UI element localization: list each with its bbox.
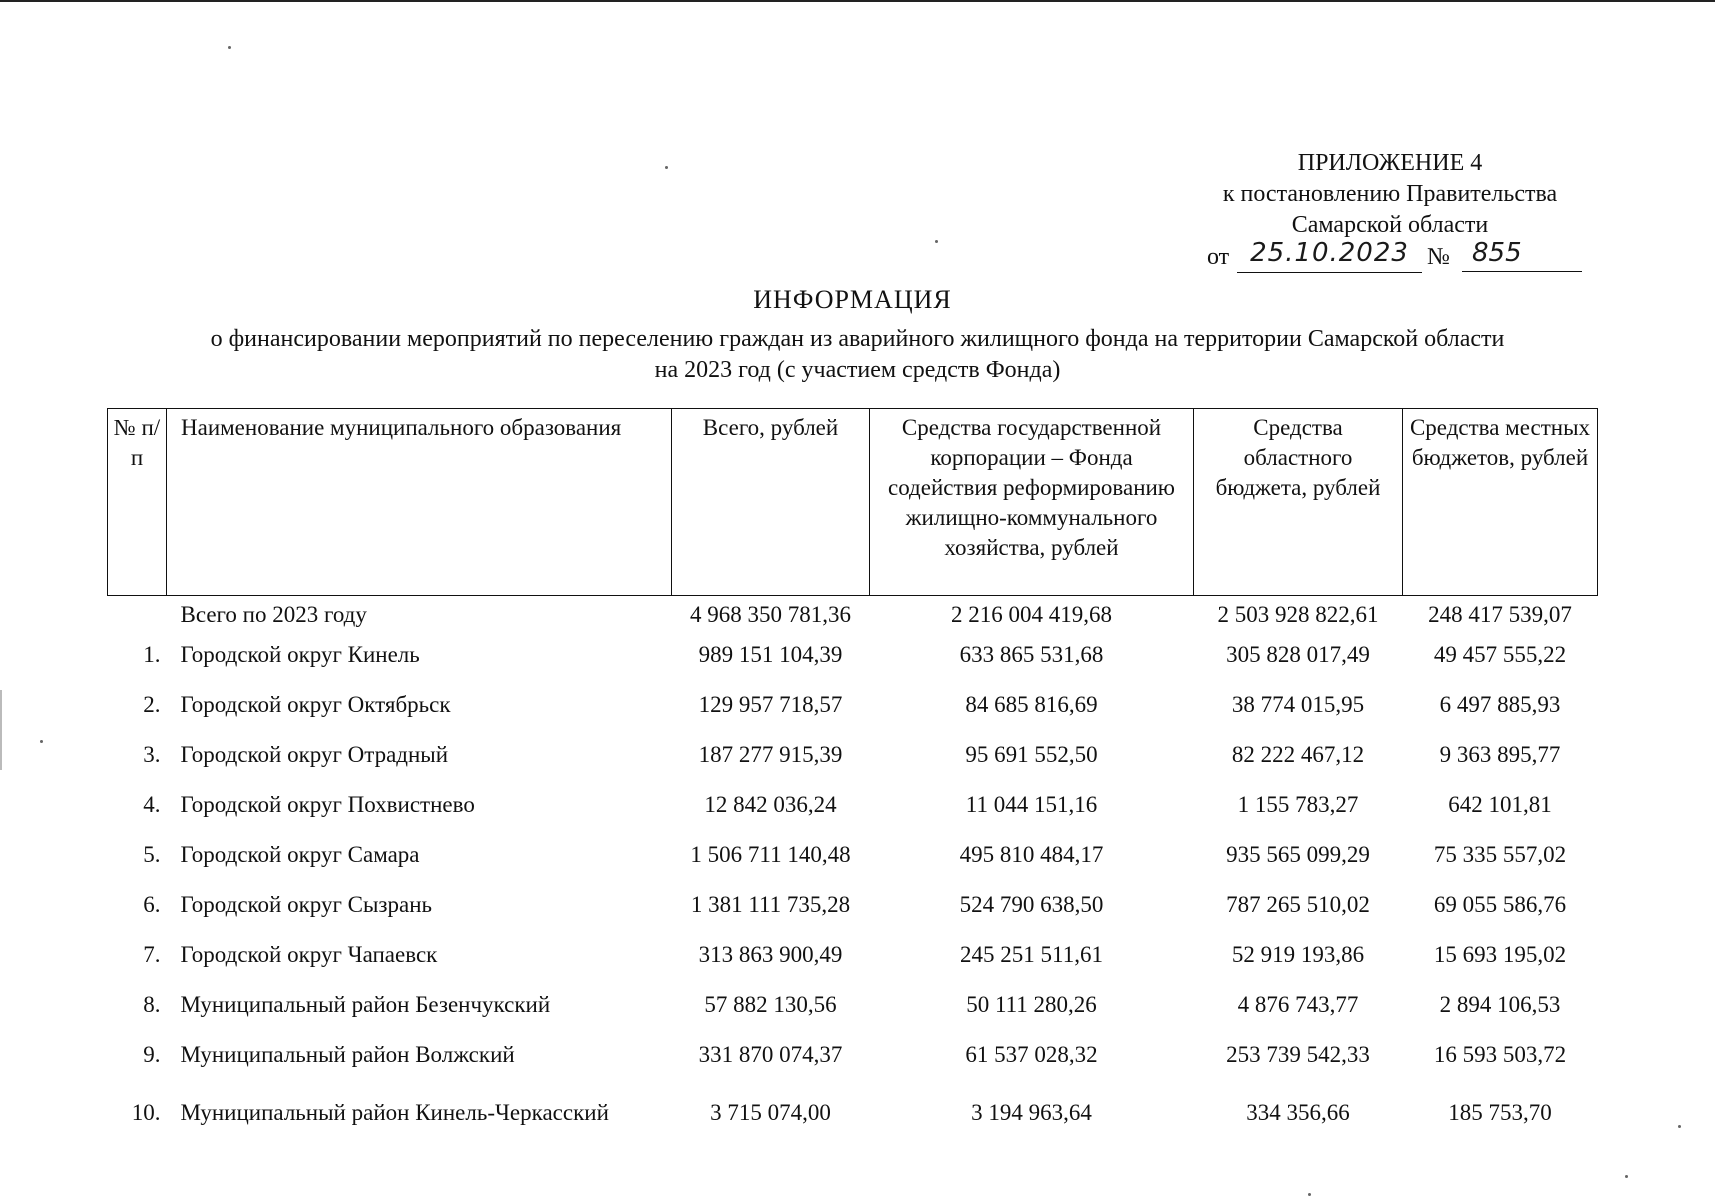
cell-regional: 2 503 928 822,61 [1217,602,1379,627]
header-total: Всего, рублей [672,409,870,596]
cell-fund: 3 194 963,64 [971,1100,1092,1125]
cell-local: 16 593 503,72 [1433,1042,1567,1067]
cell-num: 1. [143,642,161,667]
cell-regional: 787 265 510,02 [1226,892,1370,917]
handwritten-number: 855 [1462,236,1582,272]
cell-num: 8. [143,992,161,1017]
subtitle-line-2: на 2023 год (с участием средств Фонда) [654,357,1061,383]
subtitle-line-1: о финансировании мероприятий по переселению граждан из аварийного жилищного фонда на территории Самарской области [210,326,1505,352]
financing-table [107,408,1598,1142]
appendix-title: ПРИЛОЖЕНИЕ 4 [1297,150,1483,176]
cell-num: 2. [143,692,161,717]
scan-speck [1678,1125,1681,1128]
cell-regional: 52 919 193,86 [1231,942,1365,967]
header-regional: Средства областного бюджета, рублей [1194,409,1403,596]
cell-local: 9 363 895,77 [1439,742,1561,767]
table-row [108,1034,1598,1084]
cell-regional: 1 155 783,27 [1237,792,1359,817]
cell-name: Городской округ Самара [180,842,420,867]
cell-regional: 38 774 015,95 [1231,692,1365,717]
cell-regional: 82 222 467,12 [1231,742,1365,767]
cell-num: 6. [143,892,161,917]
cell-total: 1 381 111 735,28 [690,892,851,917]
decree-date-number [1207,240,1582,274]
table-row [108,884,1598,934]
cell-name: Муниципальный район Кинель-Черкасский [180,1100,609,1125]
table-row [108,634,1598,684]
cell-total: 331 870 074,37 [698,1042,843,1067]
table-row [108,734,1598,784]
appendix-line-1: к постановлению Правительства [1222,181,1558,207]
cell-regional: 253 739 542,33 [1226,1042,1370,1067]
date-prefix: от [1207,244,1230,270]
cell-local: 75 335 557,02 [1433,842,1567,867]
scan-speck [1308,1193,1311,1196]
cell-name: Муниципальный район Безенчукский [180,992,551,1017]
cell-num: 10. [131,1100,161,1125]
table-total-row [108,596,1598,635]
cell-name: Всего по 2023 году [180,602,367,627]
handwritten-date: 25.10.2023 [1237,236,1422,273]
cell-total: 1 506 711 140,48 [690,842,851,867]
cell-name: Городской округ Чапаевск [180,942,438,967]
cell-total: 3 715 074,00 [710,1100,831,1125]
cell-fund: 524 790 638,50 [959,892,1104,917]
cell-local: 248 417 539,07 [1428,602,1572,627]
cell-name: Городской округ Кинель [180,642,420,667]
header-fund: Средства государственной корпорации – Фонда содействия реформированию жилищно-коммунального хозяйства, рублей [870,409,1194,596]
table-row [108,784,1598,834]
cell-total: 313 863 900,49 [698,942,843,967]
cell-total: 989 151 104,39 [698,642,843,667]
appendix-line-2: Самарской области [1291,212,1489,238]
cell-name: Муниципальный район Волжский [180,1042,515,1067]
cell-local: 69 055 586,76 [1433,892,1567,917]
cell-fund: 2 216 004 419,68 [951,602,1112,627]
cell-total: 187 277 915,39 [698,742,843,767]
table-row [108,1084,1598,1142]
cell-regional: 305 828 017,49 [1226,642,1370,667]
scan-speck [40,740,43,743]
cell-total: 129 957 718,57 [698,692,843,717]
cell-local: 15 693 195,02 [1433,942,1567,967]
cell-local: 642 101,81 [1448,792,1552,817]
scan-left-edge-mark [0,690,2,770]
cell-regional: 4 876 743,77 [1237,992,1359,1017]
cell-fund: 50 111 280,26 [966,992,1097,1017]
scan-speck [665,166,668,169]
cell-num: 7. [143,942,161,967]
cell-total: 57 882 130,56 [704,992,837,1017]
header-number: № п/п [108,409,167,596]
scan-top-border [0,0,1715,2]
cell-local: 185 753,70 [1448,1100,1552,1125]
cell-fund: 11 044 151,16 [965,792,1098,817]
cell-fund: 84 685 816,69 [965,692,1098,717]
table-row [108,684,1598,734]
table-row [108,934,1598,984]
cell-total: 12 842 036,24 [704,792,837,817]
cell-fund: 95 691 552,50 [965,742,1098,767]
cell-num: 9. [143,1042,161,1067]
cell-num: 3. [143,742,161,767]
scan-speck [228,46,231,49]
cell-name: Городской округ Похвистнево [180,792,475,817]
cell-name: Городской округ Отрадный [180,742,449,767]
cell-fund: 633 865 531,68 [959,642,1104,667]
number-sign: № [1427,244,1450,270]
cell-name: Городской округ Сызрань [180,892,433,917]
table-row [108,984,1598,1034]
cell-local: 49 457 555,22 [1433,642,1567,667]
cell-regional: 935 565 099,29 [1226,842,1370,867]
cell-local: 6 497 885,93 [1439,692,1561,717]
cell-num: 5. [143,842,161,867]
cell-num: 4. [143,792,161,817]
scan-speck [935,240,938,243]
cell-num [108,596,167,635]
cell-fund: 61 537 028,32 [965,1042,1098,1067]
document-title: ИНФОРМАЦИЯ [753,285,952,314]
cell-name: Городской округ Октябрьск [180,692,451,717]
cell-total: 4 968 350 781,36 [690,602,851,627]
cell-local: 2 894 106,53 [1439,992,1561,1017]
header-municipality: Наименование муниципального образования [167,409,672,596]
appendix-header [1180,148,1600,241]
cell-fund: 245 251 511,61 [960,942,1103,967]
cell-regional: 334 356,66 [1246,1100,1350,1125]
header-local: Средства местных бюджетов, рублей [1403,409,1598,596]
table-header-row [108,409,1598,596]
document-subtitle [100,324,1615,386]
cell-fund: 495 810 484,17 [959,842,1104,867]
table-row [108,834,1598,884]
scan-speck [1625,1175,1628,1178]
